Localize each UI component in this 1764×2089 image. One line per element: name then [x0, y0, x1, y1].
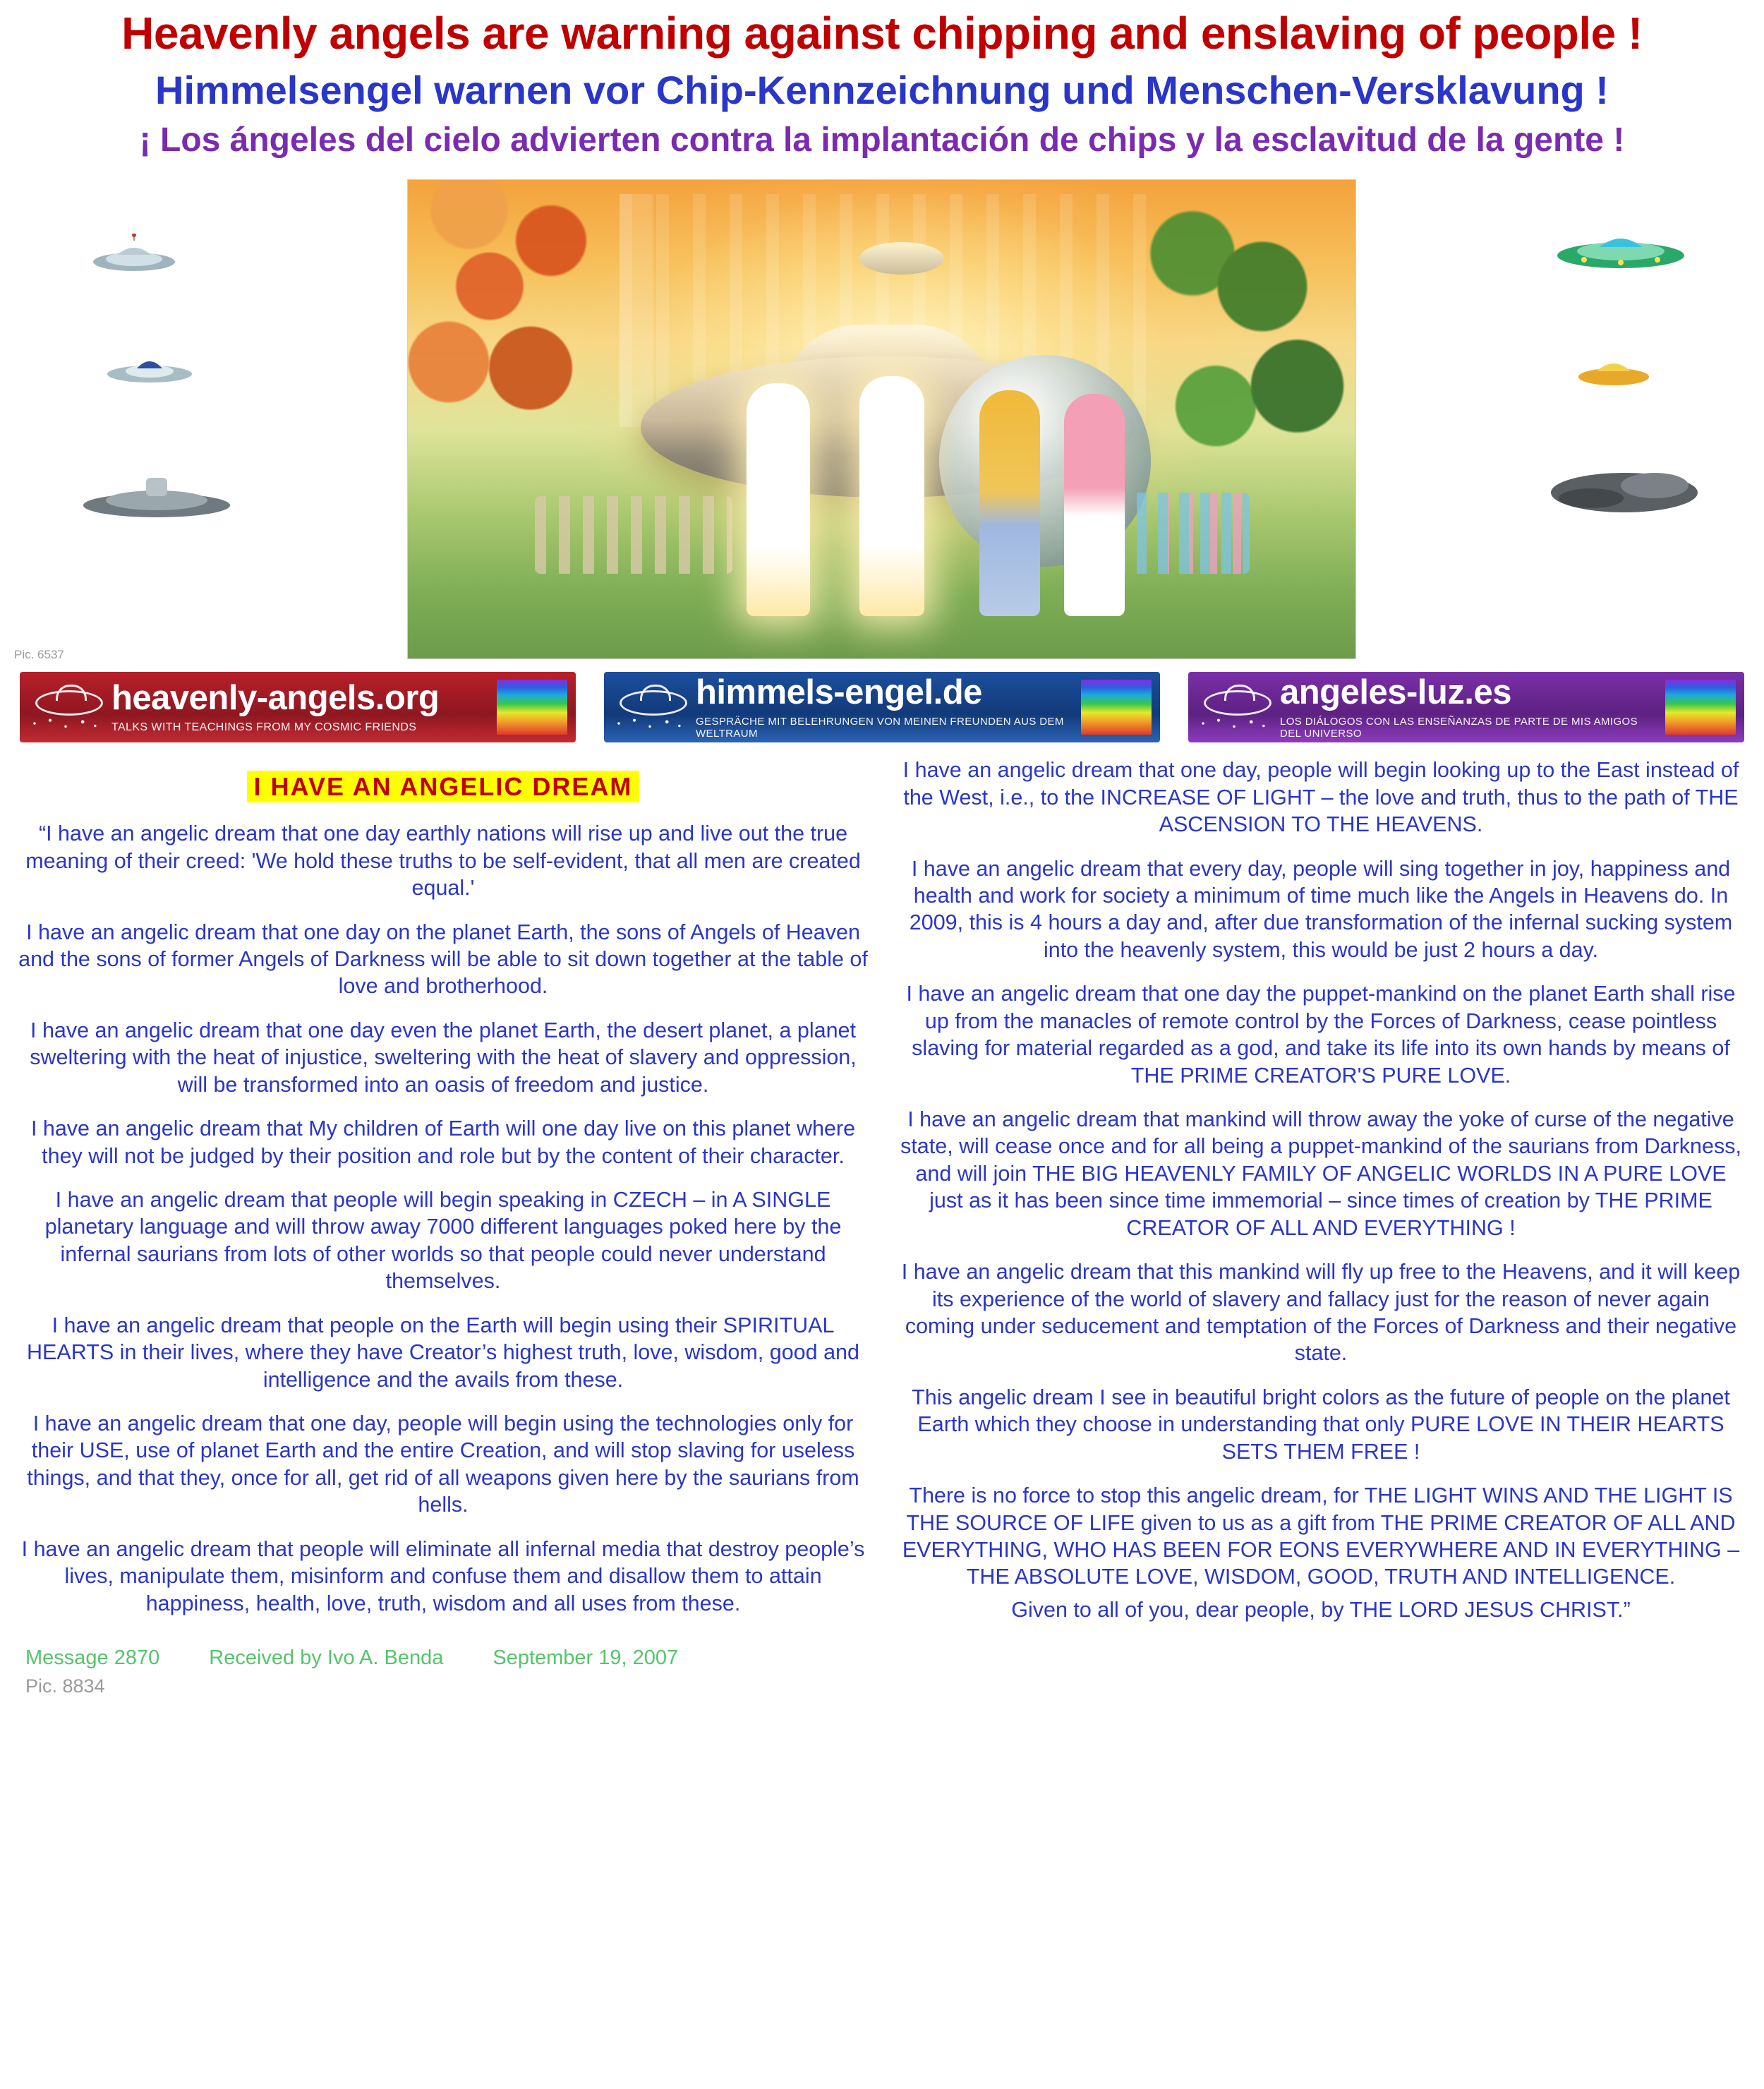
headline-english: Heavenly angels are warning against chipping and enslaving of people ! — [121, 8, 1643, 59]
spacecraft-icon-right-1 — [1556, 223, 1686, 276]
hero-image — [407, 179, 1356, 659]
paragraph: I have an angelic dream that one day even the planet Earth, the desert planet, a planet sweltering with the heat of injustice, sweltering with the heat of slavery and oppression, will be transformed into an oasis of freedom and justice. — [30, 1018, 857, 1097]
person-figure-3 — [979, 390, 1040, 616]
banner-subtitle: TALKS WITH TEACHINGS FROM MY COSMIC FRIENDS — [111, 721, 417, 733]
banner-himmels-engel-de[interactable] — [604, 672, 1160, 742]
angel-figure-1 — [747, 383, 810, 616]
rainbow-swatch — [1665, 680, 1736, 735]
paragraph: I have an angelic dream that one day on the planet Earth, the sons of Angels of Heaven and the sons of former Angels of Darkness will be able to sit down together at the table of love and brotherhood. — [18, 920, 868, 999]
banner-subtitle: GESPRÄCHE MIT BELEHRUNGEN VON MEINEN FREUNDEN AUS DEM WELTRAUM — [696, 715, 1064, 740]
spacecraft-icon-right-2 — [1577, 350, 1651, 389]
banner-title: heavenly-angels.org — [111, 678, 440, 717]
green-tree-decor — [1123, 187, 1355, 519]
rainbow-swatch — [1081, 680, 1152, 735]
spacecraft-icon-left-2 — [106, 350, 194, 387]
crowd-left-decor — [535, 496, 732, 574]
spacecraft-icon-left-1 — [92, 234, 176, 275]
angel-figure-2 — [859, 376, 924, 616]
footer-credits — [18, 1634, 868, 1670]
paragraph: I have an angelic dream that people will begin speaking in CZECH – in A SINGLE planetary language and will throw away 7000 different languages poked here by the infernal saurians from lots of other worlds so that people could never understand themselves. — [44, 1188, 842, 1294]
banner-title: angeles-luz.es — [1280, 673, 1511, 711]
paragraph: I have an angelic dream that people on the Earth will begin using their SPIRITUAL HEARTS in their lives, where they have Creator’s highest truth, love, wisdom, good and intelligence and the avails from these. — [27, 1313, 859, 1392]
paragraph: I have an angelic dream that this mankind will fly up free to the Heavens, and it will keep its experience of the world of slavery and fallacy just for the reason of never again coming under seducement and temptation of the Forces of Darkness and their negative state. — [901, 1260, 1741, 1366]
banner-angeles-luz-es[interactable] — [1188, 672, 1744, 742]
paragraph: I have an angelic dream that every day, people will sing together in joy, happiness and health and work for society a minimum of time much like the Angels in Heavens do. In 2009, this is 4 hours a day and, after due transformation of the infernal sucking system into the heavenly system, this would be just 2 hours a day. — [909, 856, 1733, 962]
article-title — [18, 772, 868, 802]
headline-spanish: ¡ Los ángeles del cielo advierten contra la implantación de chips y la esclavitud de la gente ! — [139, 121, 1625, 159]
received-by: Received by Ivo A. Benda — [209, 1646, 444, 1669]
spacecraft-icon-right-3 — [1549, 456, 1700, 519]
ufo-logo-icon — [604, 672, 696, 742]
site-banner-row — [0, 668, 1764, 751]
autumn-tree-decor — [408, 180, 612, 483]
message-date: September 19, 2007 — [493, 1646, 679, 1669]
paragraph: I have an angelic dream that mankind will throw away the yoke of curse of the negative state, will cease once and for all being a puppet-mankind of the saurians from Darkness, and will join THE BIG HEAVENLY FAMILY OF ANGELIC WORLDS IN A PURE LOVE just as it has been since time immemorial – since times of creation by THE PRIME CREATOR OF ALL AND EVERYTHING ! — [900, 1107, 1741, 1240]
closing-line: Given to all of you, dear people, by THE LORD JESUS CHRIST.” — [1011, 1597, 1631, 1622]
paragraph: There is no force to stop this angelic dream, for THE LIGHT WINS AND THE LIGHT IS THE SOURCE OF LIFE given to us as a gift from THE PRIME CREATOR OF ALL AND EVERYTHING, WHO HAS BEEN FOR EONS EVERYWHERE AND IN EVERYTHING – THE ABSOLUTE LOVE, WISDOM, GOOD, TRUTH AND INTELLIGENCE. — [902, 1483, 1740, 1589]
paragraph: I have an angelic dream that one day, people will begin looking up to the East instead of the West, i.e., to the INCREASE OF LIGHT – the love and truth, thus to the path of THE ASCENSION TO THE HEAVENS. — [902, 758, 1739, 837]
message-number: Message 2870 — [25, 1646, 160, 1669]
hero-picture-id: Pic. 6537 — [14, 648, 64, 662]
paragraph: “I have an angelic dream that one day earthly nations will rise up and live out the true meaning of their creed: 'We hold these truths to be self-evident, that all men are created equal.' — [25, 821, 861, 901]
ufo-logo-icon — [20, 672, 111, 742]
paragraph: I have an angelic dream that people will eliminate all infernal media that destroy people’s lives, manipulate them, misinform and confuse them and disallow them to attain happiness, health, love, truth, wisdom and all uses from these. — [21, 1536, 865, 1615]
article-column-right — [896, 757, 1746, 1622]
spacecraft-icon-left-3 — [81, 466, 233, 519]
banner-subtitle: LOS DIÁLOGOS CON LAS ENSEÑANZAS DE PARTE DE MIS AMIGOS DEL UNIVERSO — [1280, 715, 1638, 740]
person-figure-4 — [1064, 394, 1125, 616]
hero-illustration-area — [0, 174, 1764, 668]
banner-heavenly-angels-org[interactable] — [20, 672, 576, 742]
paragraph: This angelic dream I see in beautiful bright colors as the future of people on the planet Earth which they choose in understanding that only PURE LOVE IN THEIR HEARTS SETS THEM FREE ! — [912, 1385, 1730, 1464]
headline-german: Himmelsengel warnen vor Chip-Kennzeichnung und Menschen-Versklavung ! — [155, 68, 1609, 113]
rainbow-swatch — [497, 680, 567, 735]
footer-picture-id: Pic. 8834 — [25, 1675, 105, 1697]
article-columns — [0, 751, 1764, 1711]
banner-title: himmels-engel.de — [696, 673, 982, 711]
paragraph: I have an angelic dream that My children of Earth will one day live on this planet where they will not be judged by their position and role but by the content of their character. — [30, 1116, 856, 1168]
ufo-logo-icon — [1188, 672, 1280, 742]
headline-block — [0, 0, 1764, 167]
paragraph: I have an angelic dream that one day the puppet-mankind on the planet Earth shall rise up from the manacles of remote control by the Forces of Darkness, cease pointless slaving for material regarded as a god, and take its life into its own hands by means of THE PRIME CREATOR'S PURE LOVE. — [906, 982, 1736, 1088]
article-title-text: I HAVE AN ANGELIC DREAM — [247, 771, 640, 802]
paragraph: I have an angelic dream that one day, people will begin using the technologies only for their USE, use of planet Earth and the entire Creation, and will stop slaving for useless things, and that they, once for all, get rid of all weapons given here by the saurians from hells. — [27, 1411, 859, 1517]
article-column-left — [18, 757, 868, 1704]
